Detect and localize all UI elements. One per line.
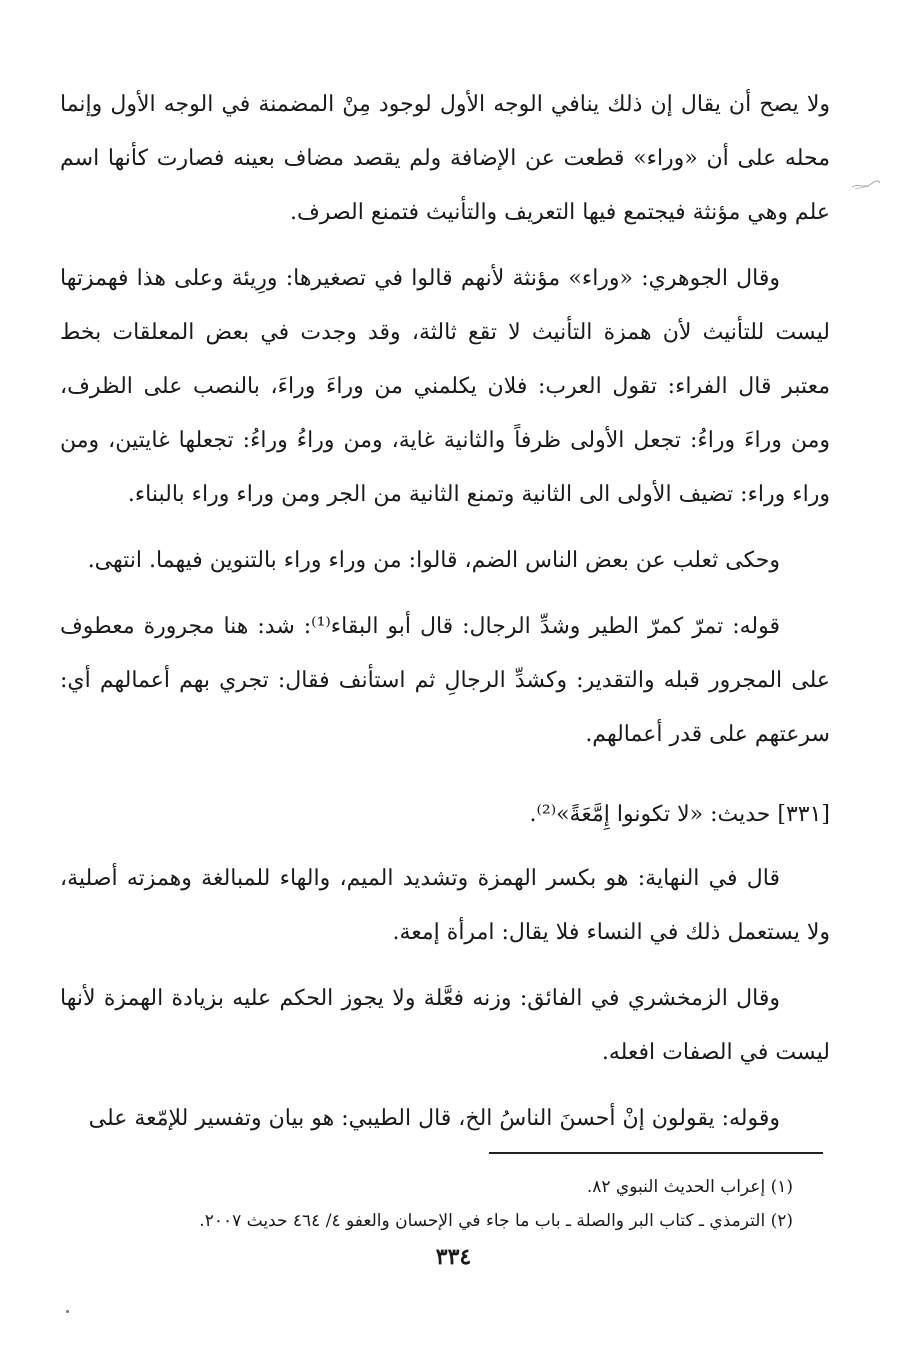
footnotes [113,1170,793,1238]
footnote-2: (٢) الترمذي ـ كتاب البر والصلة ـ باب ما جاء في الإحسان والعفو ٤/ ٤٦٤ حديث ٢٠٠٧. [199,1211,793,1231]
paragraph-wara-hukm: ولا يصح أن يقال إن ذلك ينافي الوجه الأول لوجود مِنْ المضمنة في الوجه الأول وإنما محله على أن «وراء» قطعت عن الإضافة ولم يقصد مضاف بعينه فصارت كأنها اسم علم وهي مؤنثة فيجتمع فيها التعريف والتأنيث فتمنع الصرف. [60,92,830,225]
paragraph-thalab: وحكى ثعلب عن بعض الناس الضم، قالوا: من وراء وراء بالتنوين فيهما. انتهى. [87,548,780,573]
footnote-divider [489,1152,823,1154]
paragraph-jawhari: وقال الجوهري: «وراء» مؤنثة لأنهم قالوا في تصغيرها: ورِيئة وعلى هذا فهمزتها ليست للتأنيث لأن همزة التأنيث لا تقع ثالثة، وقد وجدت في بعض المعلقات بخط معتبر قال الفراء: تقول العرب: فلان يكلمني من وراءَ وراءَ، بالنصب على الظرف، ومن وراءَ وراءُ: تجعل الأولى ظرفاً والثانية غاية، ومن وراءُ وراءُ: تجعلها غايتين، ومن وراء وراء: تضيف الأولى الى الثانية وتمنع الثانية من الجر ومن وراء وراء بالبناء. [60,266,830,507]
scan-speck [66,1310,69,1313]
page-body [60,78,830,1158]
paragraph-zamakhshari: وقال الزمخشري في الفائق: وزنه فعَّلة ولا يجوز الحكم عليه بزيادة الهمزة لأنها ليست في الصفات افعله. [60,986,830,1065]
paragraph-nihaya: قال في النهاية: هو بكسر الهمزة وتشديد الميم، والهاء للمبالغة وهمزته أصلية، ولا يستعمل ذلك في النساء فلا يقال: امرأة إمعة. [60,866,830,945]
paragraph-abu-al-baqa: قوله: تمرّ كمرّ الطير وشدِّ الرجال: قال أبو البقاء⁽¹⁾: شد: هنا مجرورة معطوف على المجرور قبله والتقدير: وكشدِّ الرجالِ ثم استأنف فقال: تجري بهم أعمالهم أي: سرعتهم على قدر أعمالهم. [60,614,830,747]
footnote-1: (١) إعراب الحديث النبوي ٨٢. [586,1177,793,1197]
hadith-heading: [٣٣١] حديث: «لا تكونوا إِمَّعَةً»⁽²⁾. [529,802,830,827]
page-number: ٣٣٤ [435,1244,472,1270]
paragraph-tibi: وقوله: يقولون إنْ أحسنَ الناسُ الخ، قال الطيبي: هو بيان وتفسير للإمّعة على [88,1106,780,1131]
margin-scribble-icon [851,177,881,191]
